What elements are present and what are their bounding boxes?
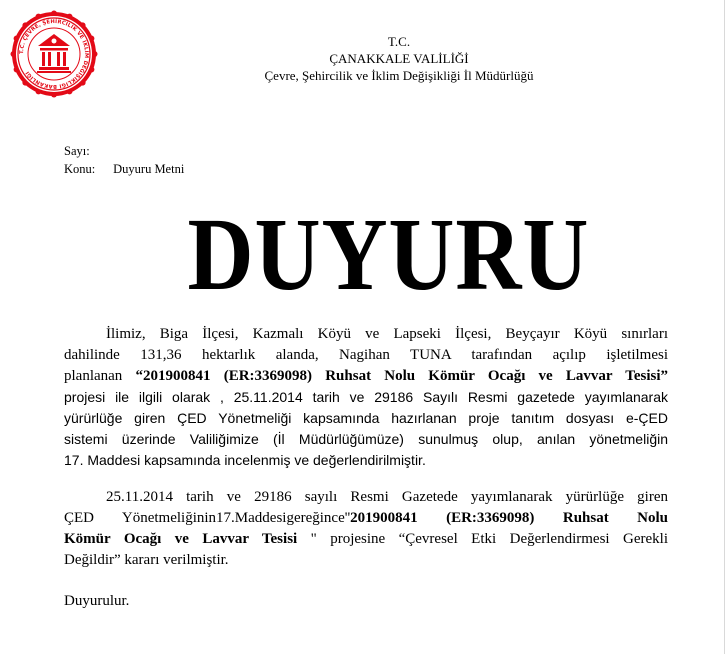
konu-value: Duyuru Metni xyxy=(113,162,185,176)
header-governorship: ÇANAKKALE VALİLİĞİ xyxy=(329,51,469,66)
announcement-paragraph-2 xyxy=(64,487,668,571)
page-title: DUYURU xyxy=(187,197,590,312)
header-directorate: Çevre, Şehircilik ve İklim Değişikliği İl Müdürlüğü xyxy=(264,68,534,83)
p2-line: Değildir” kararı verilmiştir. xyxy=(64,552,229,568)
document-header xyxy=(230,33,568,84)
konu-row xyxy=(64,161,184,177)
seal-ring-text: T.C. ÇEVRE, ŞEHİRCİLİK VE İKLİM DEĞİŞİKLİĞİ BAKANLIĞI xyxy=(18,18,90,90)
p1-line: dahilinde 131,36 hektarlık alanda, Nagihan TUNA tarafından açılıp işletilmesi xyxy=(64,347,668,363)
announcement-paragraph-1 xyxy=(64,324,668,471)
header-tc: T.C. xyxy=(387,34,411,49)
sayi-label: Sayı: xyxy=(64,144,90,158)
p1-line xyxy=(64,366,668,387)
p2-line xyxy=(64,529,668,550)
project-name-bold: “201900841 (ER:3369098) Ruhsat Nolu Kömür Ocağı ve Lavvar Tesisi” xyxy=(135,368,669,384)
p2-line: 25.11.2014 tarih ve 29186 sayılı Resmi Gazetede yayımlanarak yürürlüğe giren xyxy=(106,489,668,505)
p1-line: yürürlüğe giren ÇED Yönetmeliği kapsamında hazırlanan proje tanıtım dosyası e-ÇED xyxy=(64,410,668,426)
konu-label: Konu: xyxy=(64,162,96,176)
p1-line: İlimiz, Biga İlçesi, Kazmalı Köyü ve Lapseki İlçesi, Beyçayır Köyü sınırları xyxy=(106,326,668,342)
project-name-bold: Kömür Ocağı ve Lavvar Tesisi xyxy=(64,531,298,547)
closing-paragraph xyxy=(64,591,668,612)
p1-text: planlanan xyxy=(64,368,123,384)
p1-line: sistemi üzerinde Valiliğimize (İl Müdürlüğümüze) sunulmuş olup, anılan yönetmeliğin xyxy=(64,431,668,447)
closing-text: Duyurulur. xyxy=(64,593,130,609)
p1-line: projesi ile ilgili olarak , 25.11.2014 tarih ve 29186 Sayılı Resmi gazetede yayımlanarak xyxy=(64,389,668,405)
project-name-bold: 201900841 (ER:3369098) Ruhsat Nolu xyxy=(350,510,669,526)
p2-text: ÇED Yönetmeliğinin17.Maddesigereğince'' xyxy=(64,510,351,526)
sayi-row xyxy=(64,143,110,159)
ministry-seal-logo xyxy=(10,10,98,98)
p1-line: 17. Maddesi kapsamında incelenmiş ve değerlendirilmiştir. xyxy=(64,452,426,468)
p2-text: " projesine “Çevresel Etki Değerlendirmesi Gerekli xyxy=(297,531,668,547)
p2-line xyxy=(64,508,668,529)
